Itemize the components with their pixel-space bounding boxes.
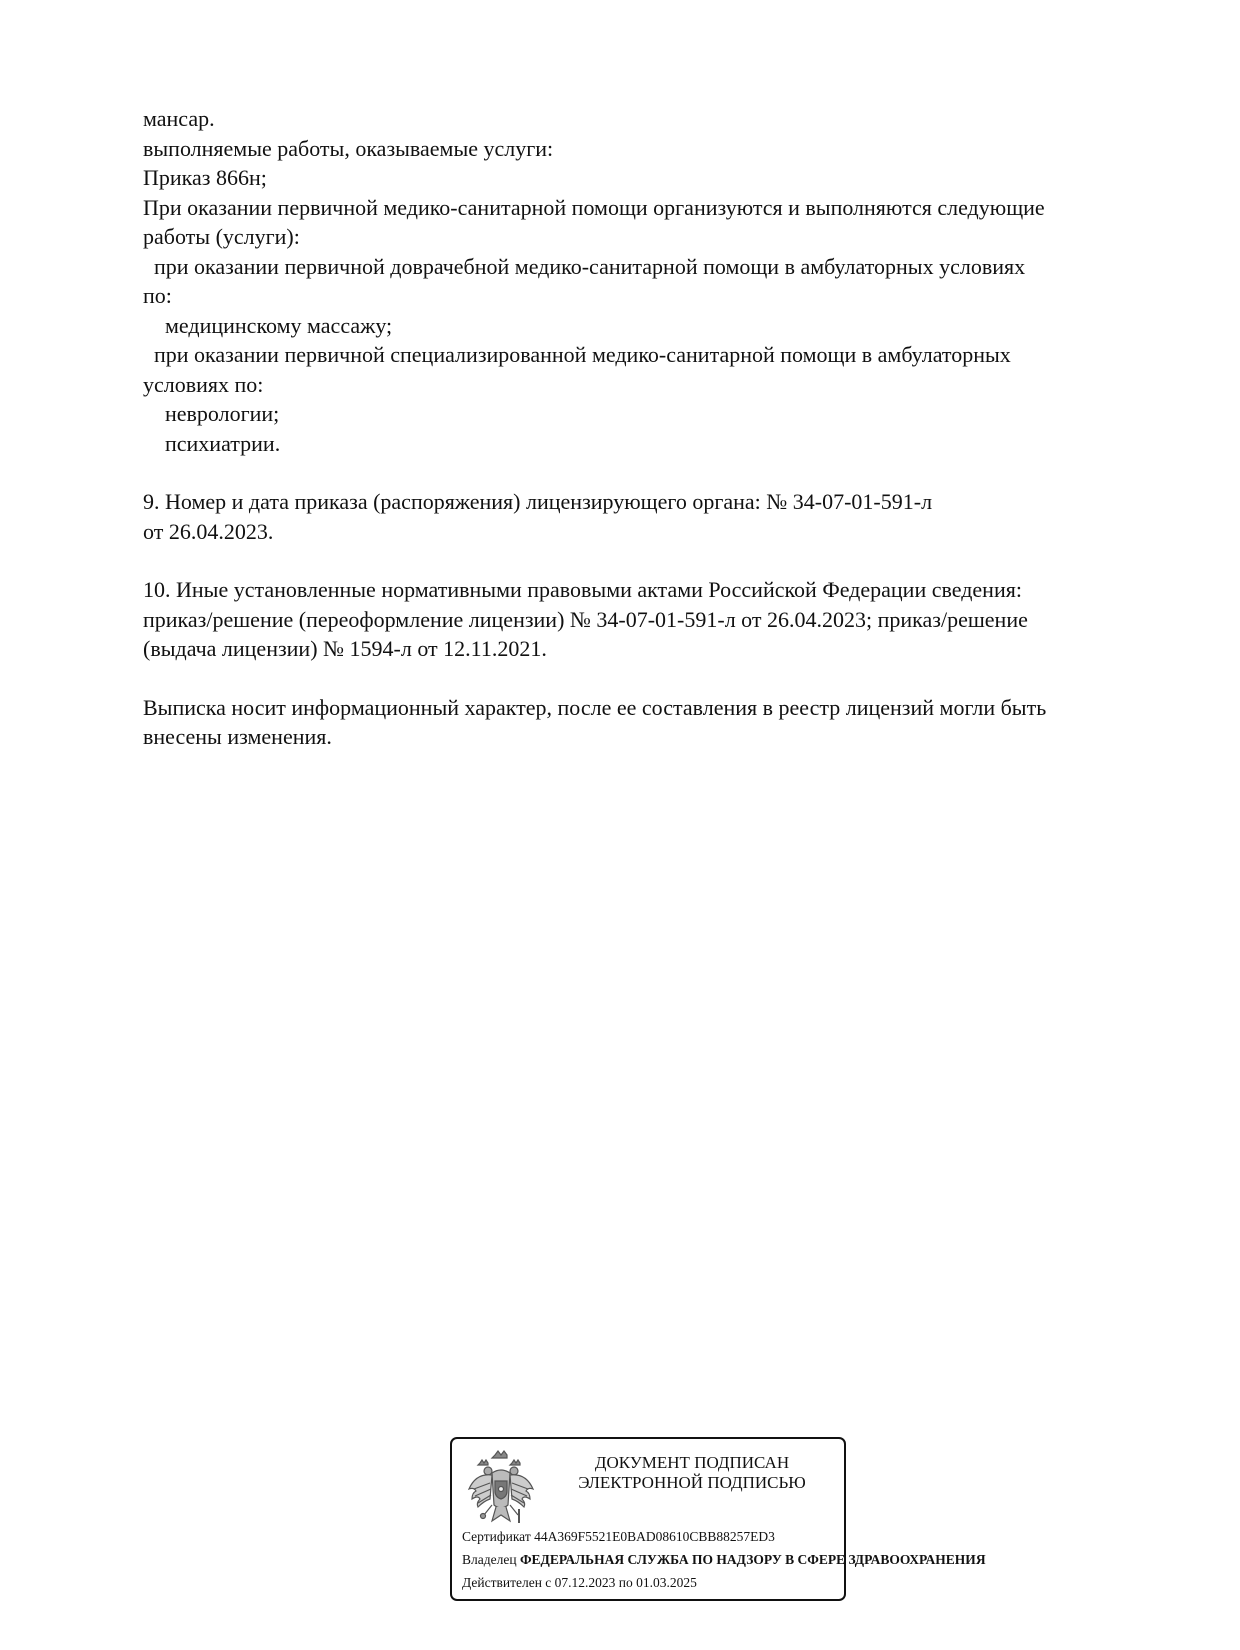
validity-row (462, 1575, 697, 1591)
text-line: Выписка носит информационный характер, после ее составления в реестр лицензий могли быть (143, 694, 1047, 720)
paragraph-gap (143, 546, 1153, 575)
certificate-label: Сертификат (462, 1529, 531, 1544)
owner-label: Владелец (462, 1552, 517, 1567)
owner-row (462, 1552, 986, 1568)
certificate-value: 44A369F5521E0BAD08610CBB88257ED3 (534, 1529, 775, 1544)
document-body (143, 104, 1153, 752)
certificate-row (462, 1529, 775, 1545)
text-line: условиях по: (143, 371, 264, 397)
text-line: приказ/решение (переоформление лицензии) № 34-07-01-591-л от 26.04.2023; приказ/решение (143, 606, 1028, 632)
paragraph-gap (143, 458, 1153, 487)
text-line: неврологии; (143, 401, 280, 426)
disclaimer-note (143, 693, 1153, 752)
text-line: выполняемые работы, оказываемые услуги: (143, 135, 554, 161)
stamp-title-line: ДОКУМЕНТ ПОДПИСАН (594, 1453, 790, 1472)
text-line: внесены изменения. (143, 724, 332, 749)
text-line: от 26.04.2023. (143, 518, 274, 544)
stamp-title-line: ЭЛЕКТРОННОЙ ПОДПИСЬЮ (578, 1473, 806, 1492)
validity-text: Действителен с 07.12.2023 по 01.03.2025 (462, 1575, 697, 1590)
electronic-signature-stamp (450, 1437, 986, 1601)
text-line: при оказании первичной специализированной медико-санитарной помощи в амбулаторных (143, 342, 1011, 367)
section-9 (143, 487, 1153, 546)
coat-of-arms-icon (466, 1449, 536, 1533)
text-line: психиатрии. (143, 430, 281, 456)
text-line: (выдача лицензии) № 1594-л от 12.11.2021. (143, 636, 547, 661)
text-line: мансар. (143, 106, 215, 131)
text-line: Приказ 866н; (143, 165, 267, 190)
section-10 (143, 575, 1153, 664)
text-line: медицинскому массажу; (143, 312, 393, 338)
text-line: 10. Иные установленные нормативными правовыми актами Российской Федерации сведения: (143, 577, 1022, 602)
text-line: работы (услуги): (143, 224, 300, 249)
text-line: при оказании первичной доврачебной медико-санитарной помощи в амбулаторных условиях (143, 253, 1026, 279)
text-line: по: (143, 283, 172, 308)
text-line: 9. Номер и дата приказа (распоряжения) лицензирующего органа: № 34-07-01-591-л (143, 489, 933, 514)
stamp-title (552, 1453, 832, 1493)
paragraph-gap (143, 664, 1153, 693)
services-block (143, 104, 1153, 458)
owner-value: ФЕДЕРАЛЬНАЯ СЛУЖБА ПО НАДЗОРУ В СФЕРЕ ЗДРАВООХРАНЕНИЯ (519, 1552, 986, 1567)
text-line: При оказании первичной медико-санитарной помощи организуются и выполняются следующие (143, 194, 1045, 220)
